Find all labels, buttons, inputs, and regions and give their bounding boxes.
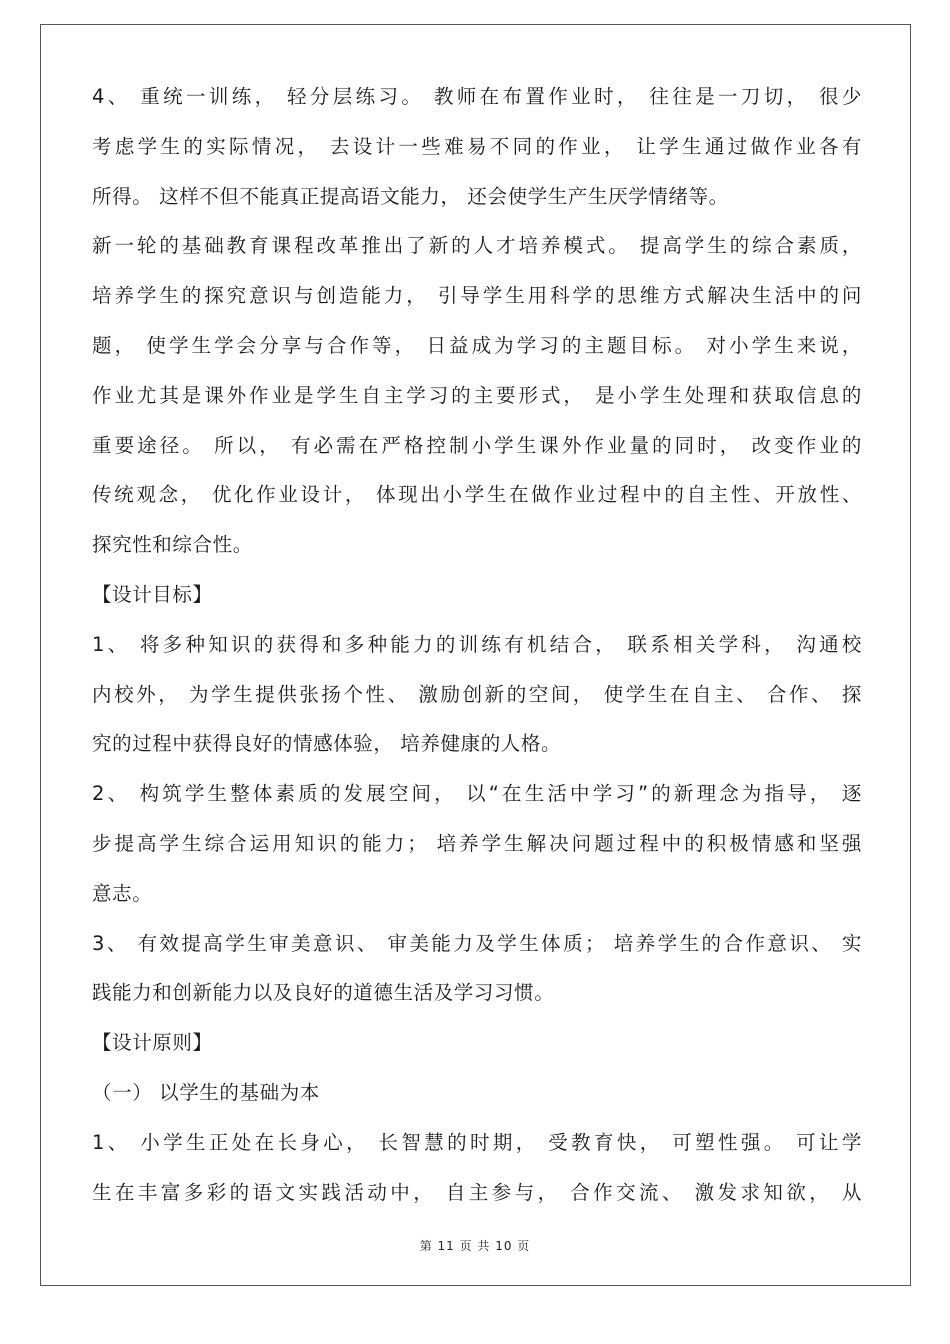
paragraph-line: 3、 有效提高学生审美意识、 审美能力及学生体质； 培养学生的合作意识、 实 [92,931,862,955]
paragraph-line: 步提高学生综合运用知识的能力； 培养学生解决问题过程中的积极情感和坚强 [92,831,862,855]
page-number-footer: 第 11 页 共 10 页 [419,1239,531,1253]
paragraph-line: 践能力和创新能力以及良好的道德生活及学习习惯。 [92,981,555,1005]
paragraph-line: 传统观念， 优化作业设计， 体现出小学生在做作业过程中的自主性、开放性、 [92,483,862,507]
paragraph-line: 考虑学生的实际情况， 去设计一些难易不同的作业， 让学生通过做作业各有 [92,134,862,158]
paragraph-line: 1、 将多种知识的获得和多种能力的训练有机结合， 联系相关学科， 沟通校 [92,632,862,656]
paragraph-line: 作业尤其是课外作业是学生自主学习的主要形式， 是小学生处理和获取信息的 [92,383,862,407]
paragraph-line: 1、 小学生正处在长身心， 长智慧的时期， 受教育快， 可塑性强。 可让学 [92,1130,862,1154]
paragraph-line: 究的过程中获得良好的情感体验， 培养健康的人格。 [92,732,562,756]
subsection-heading: （一） 以学生的基础为本 [92,1080,320,1104]
paragraph-line: 题， 使学生学会分享与合作等， 日益成为学习的主题目标。 对小学生来说， [92,333,862,357]
paragraph-line: 生在丰富多彩的语文实践活动中， 自主参与， 合作交流、 激发求知欲， 从 [92,1180,862,1204]
paragraph-line: 4、 重统一训练， 轻分层练习。 教师在布置作业时， 往往是一刀切， 很少 [92,85,862,108]
paragraph-line: 意志。 [92,881,153,905]
paragraph-line: 2、 构筑学生整体素质的发展空间， 以“在生活中学习”的新理念为指导， 逐 [92,782,862,806]
paragraph-line: 所得。 这样不但不能真正提高语文能力， 还会使学生产生厌学情绪等。 [92,184,729,208]
paragraph-line: 新一轮的基础教育课程改革推出了新的人才培养模式。 提高学生的综合素质， [92,234,862,258]
document-body [92,72,862,1217]
paragraph-line: 内校外， 为学生提供张扬个性、 激励创新的空间， 使学生在自主、 合作、 探 [92,682,862,706]
paragraph-line: 重要途径。 所以， 有必需在严格控制小学生课外作业量的同时， 改变作业的 [92,433,862,457]
section-heading-principles: 【设计原则】 [92,1031,213,1055]
paragraph-line: 探究性和综合性。 [92,533,253,557]
paragraph-line: 培养学生的探究意识与创造能力， 引导学生用科学的思维方式解决生活中的问 [92,284,862,308]
section-heading-goals: 【设计目标】 [92,582,213,606]
